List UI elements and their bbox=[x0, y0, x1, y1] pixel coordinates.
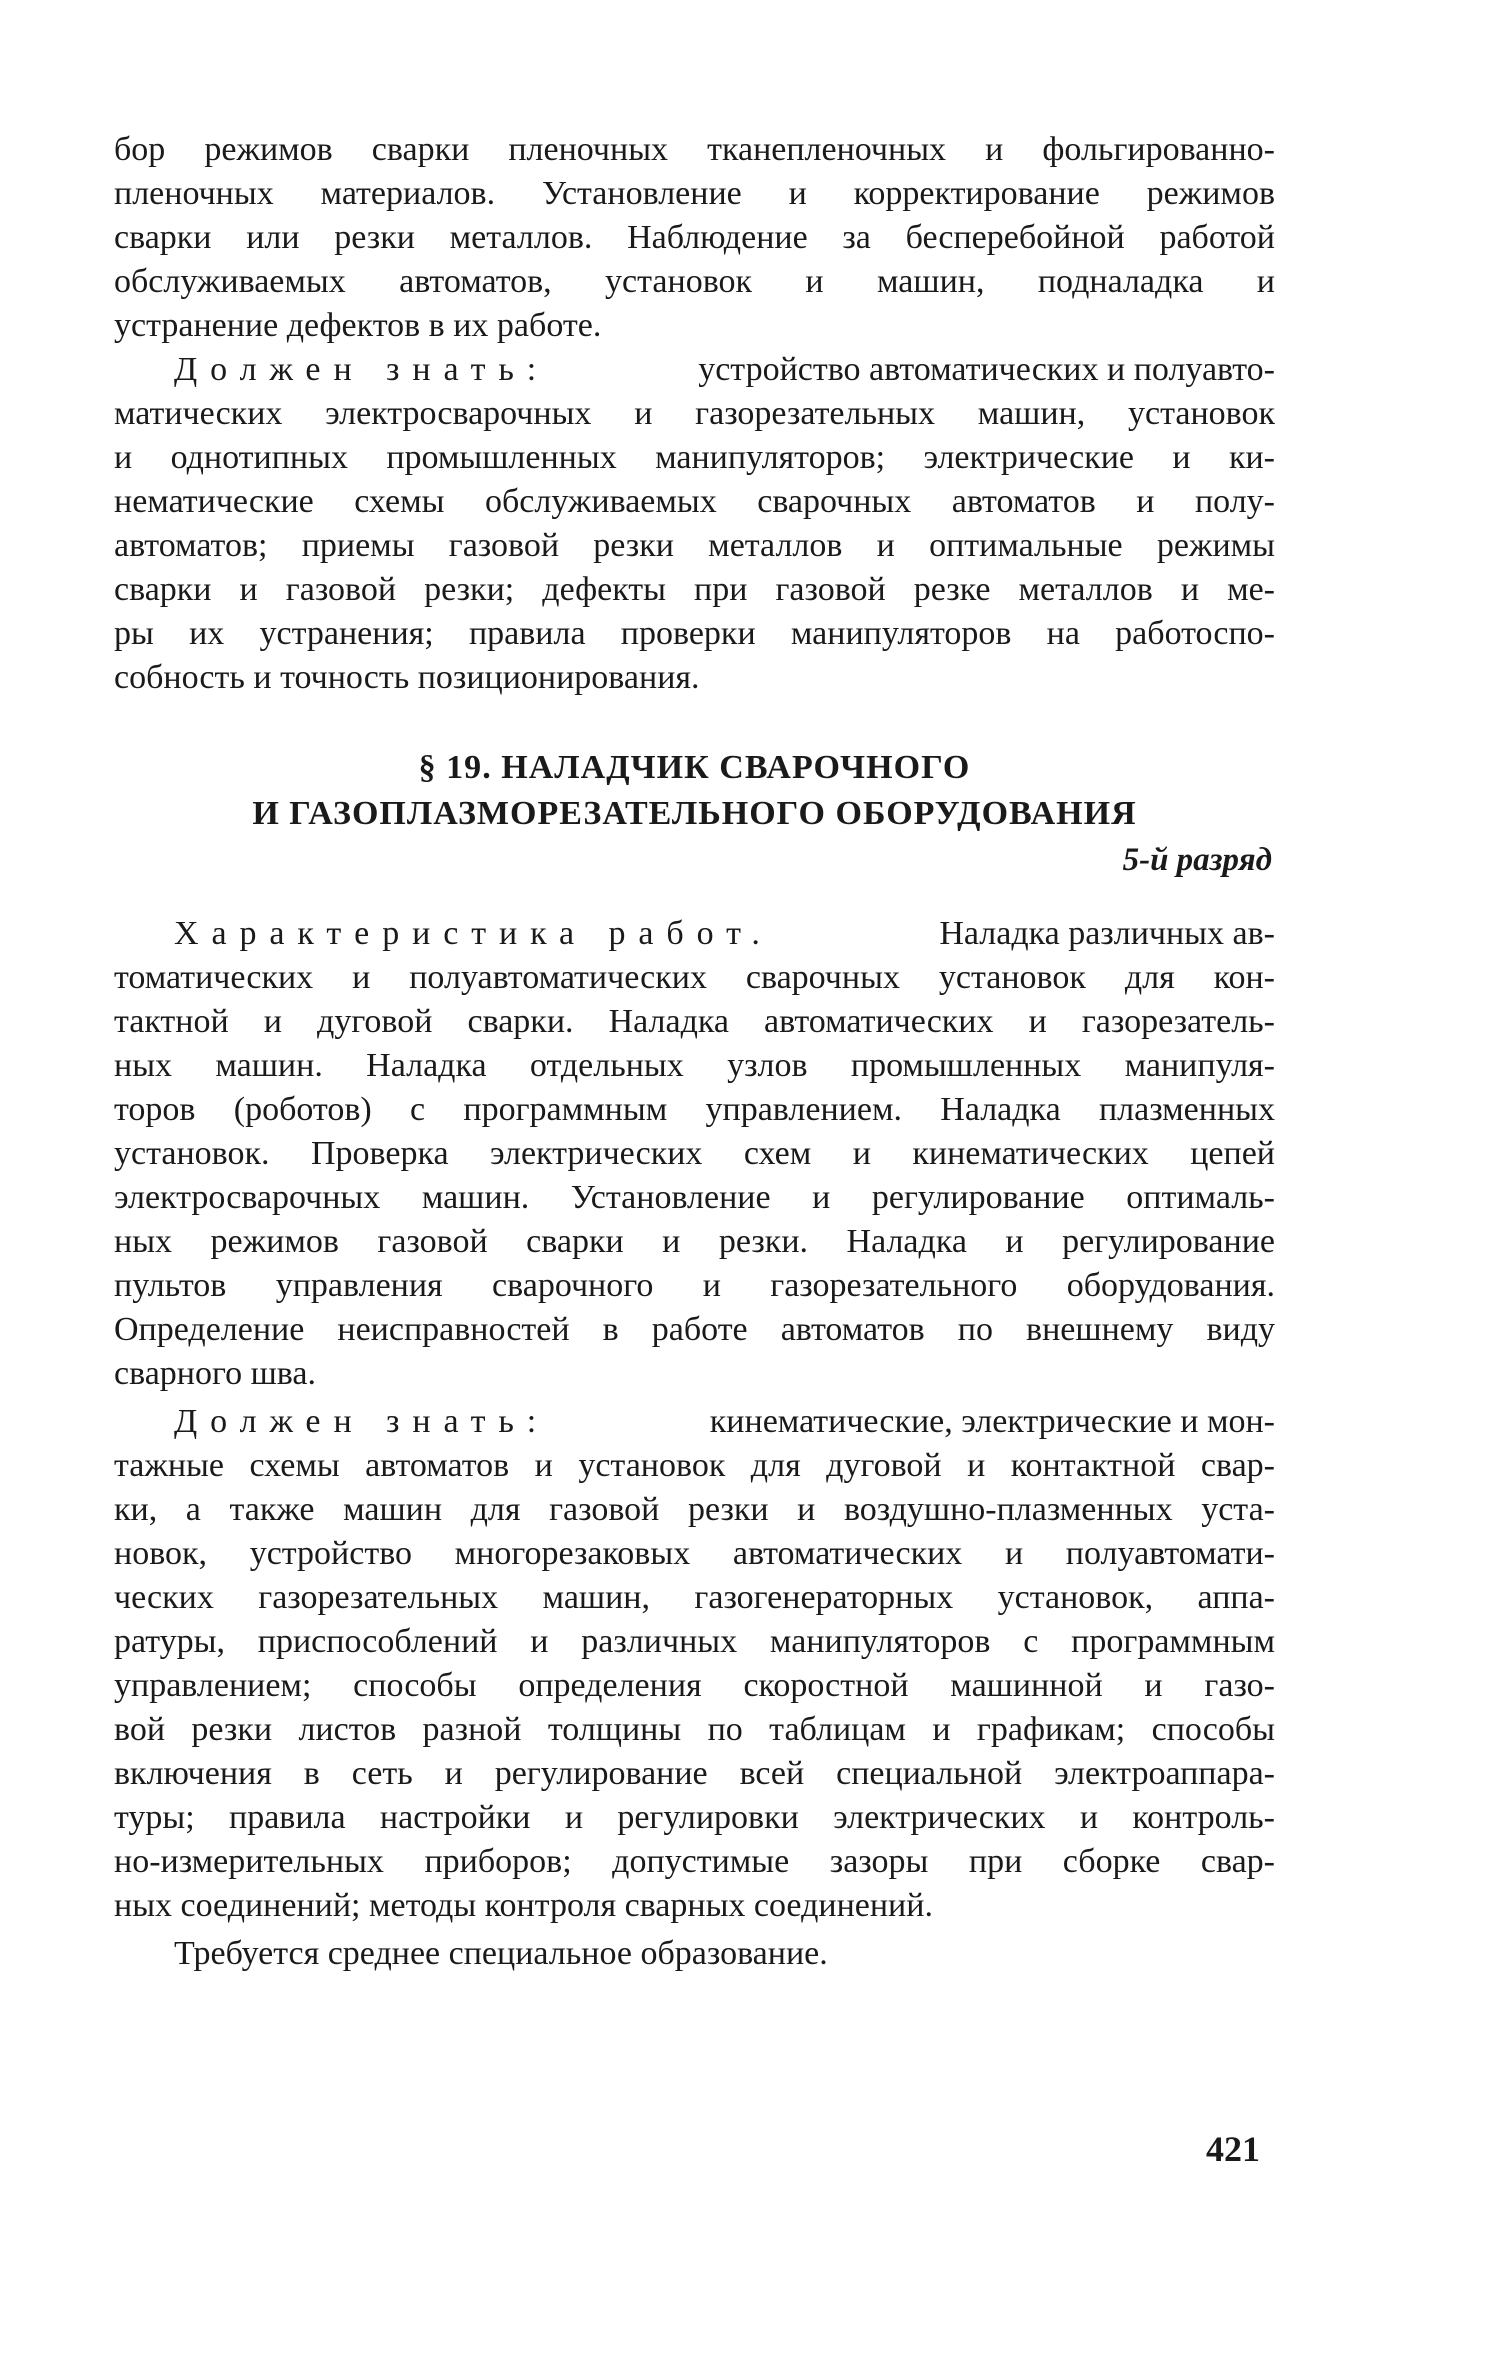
paragraph-lead: Должен знать: bbox=[174, 351, 550, 388]
text-line: устранение дефектов в их работе. bbox=[114, 307, 602, 344]
text-line: ратуры, приспособлений и различных манипуляторов с программным bbox=[114, 1623, 1275, 1660]
section-title-line-2: И ГАЗОПЛАЗМОРЕЗАТЕЛЬНОГО ОБОРУДОВАНИЯ bbox=[252, 795, 1137, 832]
text-line: бор режимов сварки пленочных тканепленочных и фольгированно- bbox=[114, 131, 1275, 168]
text-line: автоматов; приемы газовой резки металлов и оптимальные режимы bbox=[114, 527, 1275, 564]
section-title-line-1: § 19. НАЛАДЧИК СВАРОЧНОГО bbox=[418, 749, 971, 786]
text-line: торов (роботов) с программным управлением. Наладка плазменных bbox=[114, 1091, 1275, 1128]
text-run: устройство автоматических и полуавто- bbox=[698, 351, 1275, 388]
paragraph-first-line bbox=[174, 1400, 1275, 1444]
text-run: Наладка различных ав- bbox=[939, 915, 1275, 952]
text-line: сварки или резки металлов. Наблюдение за бесперебойной работой bbox=[114, 219, 1275, 256]
text-line: собность и точность позиционирования. bbox=[114, 659, 700, 696]
text-line: включения в сеть и регулирование всей специальной электроаппара- bbox=[114, 1755, 1275, 1792]
text-run: кинематические, электрические и мон- bbox=[709, 1403, 1275, 1440]
text-line: сварки и газовой резки; дефекты при газовой резке металлов и ме- bbox=[114, 571, 1275, 608]
text-line: ки, а также машин для газовой резки и воздушно-плазменных уста- bbox=[114, 1491, 1275, 1528]
text-line: пультов управления сварочного и газорезательного оборудования. bbox=[114, 1267, 1275, 1304]
text-line: ных соединений; методы контроля сварных соединений. bbox=[114, 1887, 933, 1924]
text-line: ных режимов газовой сварки и резки. Наладка и регулирование bbox=[114, 1223, 1275, 1260]
paragraph-first-line bbox=[174, 348, 1275, 392]
text-line: обслуживаемых автоматов, установок и машин, подналадка и bbox=[114, 263, 1275, 300]
text-line: туры; правила настройки и регулировки электрических и контроль- bbox=[114, 1799, 1275, 1836]
text-line: ных машин. Наладка отдельных узлов промышленных манипуля- bbox=[114, 1047, 1275, 1084]
text-line: тажные схемы автоматов и установок для дуговой и контактной свар- bbox=[114, 1447, 1275, 1484]
text-line: новок, устройство многорезаковых автоматических и полуавтомати- bbox=[114, 1535, 1275, 1572]
text-line: Определение неисправностей в работе автоматов по внешнему виду bbox=[114, 1311, 1275, 1348]
text-line: матических электросварочных и газорезательных машин, установок bbox=[114, 395, 1275, 432]
text-line: нематические схемы обслуживаемых сварочных автоматов и полу- bbox=[114, 483, 1275, 520]
education-requirement: Требуется среднее специальное образование. bbox=[174, 1935, 828, 1972]
paragraph-lead: Характеристика работ. bbox=[174, 915, 773, 952]
text-line: установок. Проверка электрических схем и кинематических цепей bbox=[114, 1135, 1275, 1172]
text-line: но-измерительных приборов; допустимые зазоры при сборке свар- bbox=[114, 1843, 1275, 1880]
paragraph-first-line bbox=[174, 912, 1275, 956]
section-rank: 5-й разряд bbox=[1122, 842, 1272, 878]
text-line: сварного шва. bbox=[114, 1355, 316, 1392]
text-line: электросварочных машин. Установление и регулирование оптималь- bbox=[114, 1179, 1275, 1216]
text-line: управлением; способы определения скоростной машинной и газо- bbox=[114, 1667, 1275, 1704]
text-line: ры их устранения; правила проверки манипуляторов на работоспо- bbox=[114, 615, 1275, 652]
text-line: ческих газорезательных машин, газогенераторных установок, аппа- bbox=[114, 1579, 1275, 1616]
text-line: пленочных материалов. Установление и корректирование режимов bbox=[114, 175, 1275, 212]
text-line: вой резки листов разной толщины по таблицам и графикам; способы bbox=[114, 1711, 1275, 1748]
text-line: и однотипных промышленных манипуляторов; электрические и ки- bbox=[114, 439, 1275, 476]
page-number: 421 bbox=[1206, 2129, 1260, 2169]
text-line: томатических и полуавтоматических сварочных установок для кон- bbox=[114, 959, 1275, 996]
paragraph-lead: Должен знать: bbox=[174, 1403, 550, 1440]
text-line: тактной и дуговой сварки. Наладка автоматических и газорезатель- bbox=[114, 1003, 1275, 1040]
